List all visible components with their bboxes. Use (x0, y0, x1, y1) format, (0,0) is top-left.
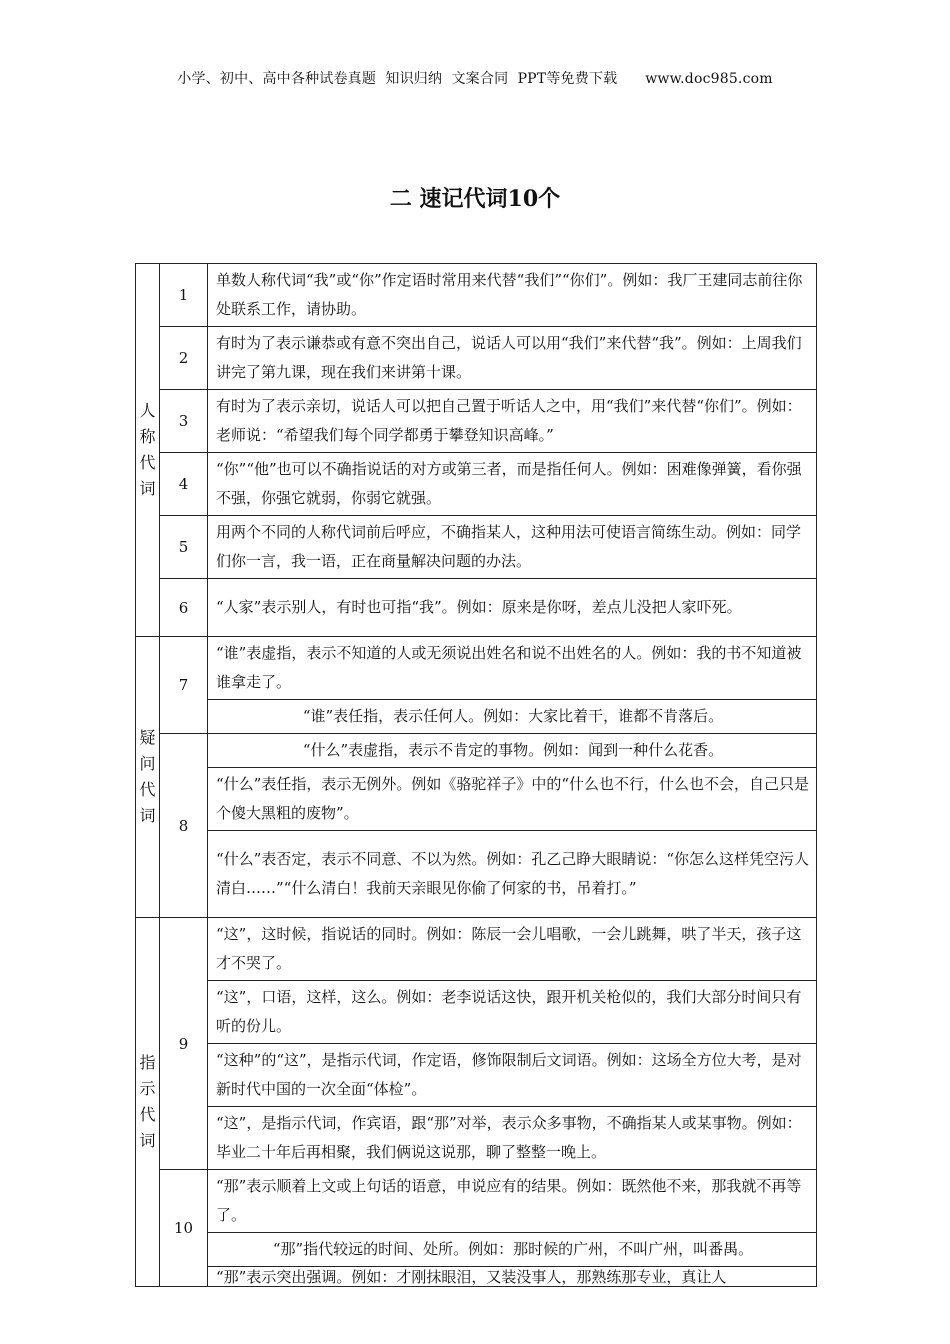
table-row (136, 390, 817, 453)
table-row (136, 1107, 817, 1170)
row-number: 3 (160, 390, 208, 453)
row-text: 有时为了表示亲切，说话人可以把自己置于听话人之中，用“我们”来代替“你们”。例如：老师说：“希望我们每个同学都勇于攀登知识高峰。” (208, 390, 817, 453)
table-row (136, 327, 817, 390)
page-title: 二 速记代词10个 (389, 186, 561, 212)
row-text: “这种”的“这”，是指示代词，作定语，修饰限制后文词语。例如：这场全方位大考，是对新时代中国的一次全面“体检”。 (208, 1044, 817, 1107)
table-row (136, 981, 817, 1044)
table-row (136, 768, 817, 831)
table-row (136, 1170, 817, 1233)
table-row (136, 918, 817, 981)
table-row (136, 700, 817, 734)
row-text: “那”指代较远的时间、处所。例如：那时候的广州，不叫广州，叫番禺。 (208, 1233, 817, 1267)
table-row (136, 831, 817, 918)
category-interrogative-pronoun: 疑 问 代 词 (136, 637, 160, 918)
table-row (136, 734, 817, 768)
row-number: 5 (160, 516, 208, 579)
pronoun-table (135, 263, 817, 1287)
category-personal-pronoun: 人 称 代 词 (136, 264, 160, 637)
category-demonstrative-pronoun: 指 示 代 词 (136, 918, 160, 1287)
row-number: 8 (160, 734, 208, 918)
table-row (136, 264, 817, 327)
row-text: “你”“他”也可以不确指说话的对方或第三者，而是指任何人。例如：困难像弹簧，看你强不强，你强它就弱，你弱它就强。 (208, 453, 817, 516)
table-row (136, 579, 817, 637)
row-text: “什么”表虚指，表示不肯定的事物。例如：闻到一种什么花香。 (208, 734, 817, 768)
page-header: 小学、初中、高中各种试卷真题 知识归纳 文案合同 PPT等免费下载 www.doc985.com (177, 71, 773, 87)
row-text: “谁”表虚指，表示不知道的人或无须说出姓名和说不出姓名的人。例如：我的书不知道被谁拿走了。 (208, 637, 817, 700)
row-text: “什么”表任指，表示无例外。例如《骆驼祥子》中的“什么也不行，什么也不会，自己只是个傻大黑粗的废物”。 (208, 768, 817, 831)
table-row (136, 516, 817, 579)
row-text: 用两个不同的人称代词前后呼应，不确指某人，这种用法可使语言简练生动。例如：同学们你一言，我一语，正在商量解决问题的办法。 (208, 516, 817, 579)
row-text: “这”，口语，这样，这么。例如：老李说话这快，跟开机关枪似的，我们大部分时间只有听的份儿。 (208, 981, 817, 1044)
row-text: 有时为了表示谦恭或有意不突出自己，说话人可以用“我们”来代替“我”。例如：上周我们讲完了第九课，现在我们来讲第十课。 (208, 327, 817, 390)
row-text: “这”，是指示代词，作宾语，跟“那”对举，表示众多事物，不确指某人或某事物。例如：毕业二十年后再相聚，我们俩说这说那，聊了整整一晚上。 (208, 1107, 817, 1170)
row-number: 10 (160, 1170, 208, 1287)
row-number: 6 (160, 579, 208, 637)
row-number: 9 (160, 918, 208, 1170)
row-text: 单数人称代词“我”或“你”作定语时常用来代替“我们”“你们”。例如：我厂王建同志前往你处联系工作，请协助。 (208, 264, 817, 327)
table-row (136, 1233, 817, 1267)
table-row (136, 453, 817, 516)
row-text: “那”表示顺着上文或上句话的语意，申说应有的结果。例如：既然他不来，那我就不再等了。 (208, 1170, 817, 1233)
row-number: 7 (160, 637, 208, 734)
row-text: “那”表示突出强调。例如：才刚抹眼泪，又装没事人，那熟练那专业，真让人 (208, 1267, 817, 1287)
table-row (136, 1044, 817, 1107)
row-number: 1 (160, 264, 208, 327)
row-text: “人家”表示别人，有时也可指“我”。例如：原来是你呀，差点儿没把人家吓死。 (208, 579, 817, 637)
row-text: “这”，这时候，指说话的同时。例如：陈辰一会儿唱歌，一会儿跳舞，哄了半天，孩子这才不哭了。 (208, 918, 817, 981)
row-number: 4 (160, 453, 208, 516)
table-row (136, 1267, 817, 1287)
row-text: “什么”表否定，表示不同意、不以为然。例如：孔乙己睁大眼睛说：“你怎么这样凭空污人清白……”“什么清白！我前天亲眼见你偷了何家的书，吊着打。” (208, 831, 817, 918)
table-row (136, 637, 817, 700)
row-number: 2 (160, 327, 208, 390)
row-text: “谁”表任指，表示任何人。例如：大家比着干，谁都不肯落后。 (208, 700, 817, 734)
